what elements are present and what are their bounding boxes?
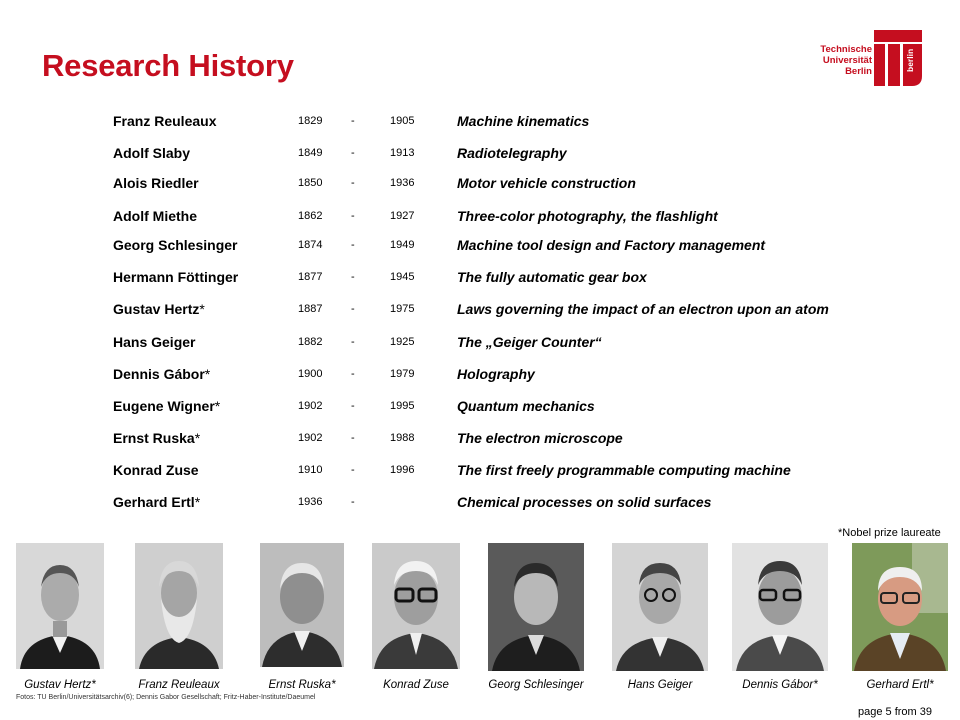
logo-line-3: Berlin xyxy=(845,66,872,77)
portrait-photo-icon xyxy=(372,543,460,669)
year-dash: - xyxy=(351,271,355,283)
nobel-star: * xyxy=(204,366,211,382)
nobel-footnote: *Nobel prize laureate xyxy=(838,527,941,539)
research-field: The „Geiger Counter“ xyxy=(457,334,602,350)
year-dash: - xyxy=(351,147,355,159)
portrait-georg-schlesinger xyxy=(488,543,584,671)
birth-year: 1874 xyxy=(298,239,323,251)
year-dash: - xyxy=(351,432,355,444)
portrait-caption: Gerhard Ertl* xyxy=(866,679,934,691)
researcher-row xyxy=(0,301,960,321)
researcher-name: Eugene Wigner* xyxy=(113,398,221,414)
birth-year: 1902 xyxy=(298,400,323,412)
birth-year: 1862 xyxy=(298,210,323,222)
nobel-star: * xyxy=(214,398,221,414)
birth-year: 1850 xyxy=(298,177,323,189)
researcher-row xyxy=(0,334,960,354)
death-year: 1936 xyxy=(390,177,415,189)
birth-year: 1849 xyxy=(298,147,323,159)
page-title: Research History xyxy=(42,48,294,83)
birth-year: 1910 xyxy=(298,464,323,476)
portrait-franz-reuleaux xyxy=(135,543,223,669)
death-year: 1996 xyxy=(390,464,415,476)
photo-credits: Fotos: TU Berlin/Universitätsarchiv(6); Dennis Gabor Gesellschaft; Fritz-Haber-Institute/Daeumel xyxy=(16,694,316,701)
portrait-caption: Franz Reuleaux xyxy=(138,679,220,691)
portrait-caption: Ernst Ruska* xyxy=(268,679,336,691)
researcher-name: Konrad Zuse xyxy=(113,462,199,478)
researcher-row xyxy=(0,430,960,450)
researcher-row xyxy=(0,113,960,133)
year-dash: - xyxy=(351,239,355,251)
birth-year: 1900 xyxy=(298,368,323,380)
researcher-name: Gerhard Ertl* xyxy=(113,494,201,510)
nobel-star: * xyxy=(194,494,201,510)
year-dash: - xyxy=(351,400,355,412)
researcher-name: Alois Riedler xyxy=(113,175,199,191)
death-year: 1995 xyxy=(390,400,415,412)
death-year: 1975 xyxy=(390,303,415,315)
research-field: Laws governing the impact of an electron upon an atom xyxy=(457,301,829,317)
year-dash: - xyxy=(351,464,355,476)
researcher-name: Hermann Föttinger xyxy=(113,269,239,285)
researcher-row xyxy=(0,366,960,386)
researcher-name: Adolf Miethe xyxy=(113,208,197,224)
year-dash: - xyxy=(351,496,355,508)
portrait-caption: Konrad Zuse xyxy=(383,679,449,691)
research-field: Holography xyxy=(457,366,535,382)
research-field: Motor vehicle construction xyxy=(457,175,636,191)
researcher-row xyxy=(0,398,960,418)
birth-year: 1902 xyxy=(298,432,323,444)
researcher-name: Adolf Slaby xyxy=(113,145,191,161)
portrait-photo-icon xyxy=(612,543,708,671)
birth-year: 1882 xyxy=(298,336,323,348)
year-dash: - xyxy=(351,303,355,315)
portrait-dennis-gabor xyxy=(732,543,828,671)
research-field: Machine tool design and Factory management xyxy=(457,237,766,253)
nobel-star: * xyxy=(199,301,205,317)
portrait-ernst-ruska xyxy=(260,543,344,667)
portrait-photo-icon xyxy=(732,543,828,671)
researcher-row xyxy=(0,269,960,289)
logo-mark-word: berlin xyxy=(905,48,915,72)
researcher-row xyxy=(0,145,960,165)
year-dash: - xyxy=(351,115,355,127)
portrait-photo-icon xyxy=(16,543,104,669)
researcher-name: Georg Schlesinger xyxy=(113,237,238,253)
portrait-photo-icon xyxy=(488,543,584,671)
research-field: Quantum mechanics xyxy=(457,398,595,414)
portrait-caption: Hans Geiger xyxy=(627,679,693,691)
nobel-star: * xyxy=(194,430,201,446)
researcher-name: Gustav Hertz* xyxy=(113,301,205,317)
researcher-name: Ernst Ruska* xyxy=(113,430,201,446)
research-field: Chemical processes on solid surfaces xyxy=(457,494,712,510)
birth-year: 1877 xyxy=(298,271,323,283)
birth-year: 1829 xyxy=(298,115,323,127)
year-dash: - xyxy=(351,368,355,380)
research-field: The first freely programmable computing machine xyxy=(457,462,791,478)
birth-year: 1887 xyxy=(298,303,323,315)
portrait-photo-icon xyxy=(852,543,948,671)
researcher-name: Hans Geiger xyxy=(113,334,196,350)
research-field: Radiotelegraphy xyxy=(457,145,567,161)
portrait-caption: Georg Schlesinger xyxy=(488,679,584,691)
research-field: The electron microscope xyxy=(457,430,623,446)
research-field: The fully automatic gear box xyxy=(457,269,647,285)
death-year: 1913 xyxy=(390,147,415,159)
portrait-konrad-zuse xyxy=(372,543,460,669)
death-year: 1945 xyxy=(390,271,415,283)
researcher-row xyxy=(0,494,960,514)
portrait-hans-geiger xyxy=(612,543,708,671)
researcher-name: Franz Reuleaux xyxy=(113,113,217,129)
year-dash: - xyxy=(351,210,355,222)
research-field: Three-color photography, the flashlight xyxy=(457,208,718,224)
researcher-row xyxy=(0,175,960,195)
research-field: Machine kinematics xyxy=(457,113,590,129)
death-year: 1927 xyxy=(390,210,415,222)
year-dash: - xyxy=(351,177,355,189)
portrait-gustav-hertz xyxy=(16,543,104,669)
researcher-row xyxy=(0,237,960,257)
portrait-caption: Gustav Hertz* xyxy=(24,679,96,691)
portrait-photo-icon xyxy=(260,543,344,667)
portrait-gerhard-ertl xyxy=(852,543,948,671)
researcher-name: Dennis Gábor* xyxy=(113,366,211,382)
death-year: 1905 xyxy=(390,115,415,127)
portrait-caption: Dennis Gábor* xyxy=(742,679,818,691)
researcher-row xyxy=(0,462,960,482)
page-number: page 5 from 39 xyxy=(858,706,932,718)
birth-year: 1936 xyxy=(298,496,323,508)
death-year: 1988 xyxy=(390,432,415,444)
researcher-row xyxy=(0,208,960,228)
death-year: 1949 xyxy=(390,239,415,251)
logo-line-2: Universität xyxy=(822,55,872,66)
portrait-photo-icon xyxy=(135,543,223,669)
death-year: 1979 xyxy=(390,368,415,380)
year-dash: - xyxy=(351,336,355,348)
death-year: 1925 xyxy=(390,336,415,348)
logo-line-1: Technische xyxy=(820,44,872,55)
